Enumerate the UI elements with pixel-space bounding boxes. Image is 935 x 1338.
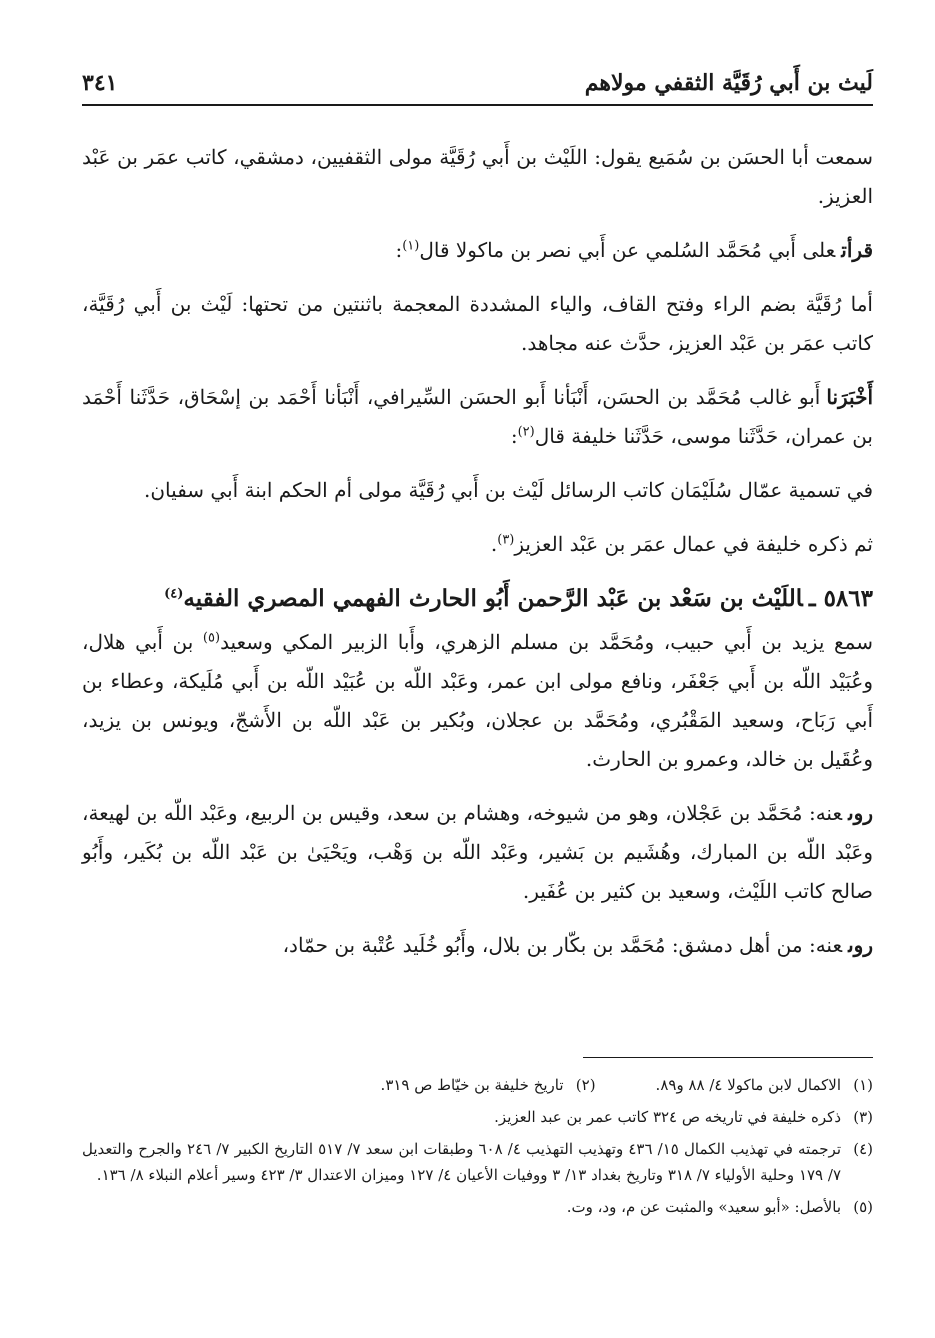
paragraph-6-end: . (490, 532, 498, 556)
footnote-ref-5: (٥) (202, 630, 221, 646)
footnote-5-mark: (٥) (853, 1198, 873, 1216)
paragraph-4 (82, 378, 873, 456)
paragraph-7-a: سمع يزيد بن أَبي حبيب، ومُحَمَّد بن مسلم الزهري، وأَبا الزبير المكي وسعيد (220, 630, 873, 654)
footnote-divider (583, 1057, 873, 1058)
footnote-2-mark: (٢) (575, 1076, 596, 1094)
paragraph-4-end: : (510, 424, 518, 448)
paragraph-4-lead: أَخْبَرَنا (826, 385, 873, 409)
footnote-3 (82, 1104, 873, 1130)
paragraph-9-text: عنه: من أهل دمشق: مُحَمَّد بن بكّار بن بلال، وأَبُو خُلَيد عُتْبة بن حمّاد، (282, 933, 843, 957)
running-title: لَيث بن أَبي رُقَيَّة الثقفي مولاهم (584, 70, 873, 96)
footnote-ref-4: (٤) (164, 586, 184, 602)
footnote-1 (656, 1072, 873, 1098)
footnote-row-1-2 (82, 1072, 873, 1098)
entry-number: ٥٨٦٣ ـ (808, 585, 873, 612)
paragraph-8-text: عنه: مُحَمَّد بن عَجْلان، وهو من شيوخه، وهشام بن سعد، وقيس بن الربيع، وعَبْد اللّه بن لهيعة، وعَبْد اللّه بن المبارك، وهُشَيم بن بَشير، وعَبْد اللّه بن وَهْب، ويَحْيَىٰ بن عَبْد اللّه بن بُكَير، وأَبُو صالح كاتب اللَيْث، وسعيد بن كثير بن عُفَير. (82, 801, 873, 903)
footnote-2-text: تاريخ خليفة بن خيّاط ص ٣١٩. (380, 1076, 564, 1094)
paragraph-4-text: أَبو غالب مُحَمَّد بن الحسَن، أَنْبَأنا أَبو الحسَن السِّيرافي، أَنْبَأنا أَحْمَد بن إسْحَاق، حَدَّثَنا أَحْمَد بن عمران، حَدَّثَنا موسى، حَدَّثَنا خليفة قال (82, 385, 873, 448)
entry-title: اللَيْث بن سَعْد بن عَبْد الرَّحمن أَبُو الحارث الفهمي المصري الفقيه (183, 585, 803, 612)
paragraph-2 (82, 231, 873, 270)
paragraph-7 (82, 623, 873, 779)
footnote-ref-1: (١) (402, 238, 420, 254)
footnote-1-text: الاكمال لابن ماكولا ٤/ ٨٨ و٨٩. (655, 1076, 841, 1094)
paragraph-9 (82, 926, 873, 965)
footnote-ref-2: (٢) (517, 424, 535, 440)
footnotes (82, 1072, 873, 1226)
paragraph-2-lead: قرأت (841, 238, 873, 262)
paragraph-2-text: على أَبي مُحَمَّد السُلمي عن أَبي نصر بن ماكولا قال (419, 238, 836, 262)
paragraph-8 (82, 794, 873, 911)
paragraph-5: في تسمية عمّال سُلَيْمَان كاتب الرسائل لَيْث بن أَبي رُقَيَّة مولى أم الحكم ابنة أَبي سفيان. (144, 478, 873, 502)
footnote-4 (82, 1136, 873, 1188)
main-text (82, 138, 873, 980)
paragraph-7-b: بن أَبي هلال، وعُبَيْد اللّه بن أَبي جَعْفَر، ونافع مولى ابن عمر، وعَبْد اللّه بن عُبَيْد اللّه بن أَبي مُلَيكة، وعطاء بن أَبي رَبَاح، وسعيد المَقْبُري، ومُحَمَّد بن عجلان، وبُكير بن عَبْد اللّه بن الأَشجّ، ويونس بن يزيد، وعُقَيل بن خالد، وعمرو بن الحارث. (82, 630, 874, 771)
footnote-3-mark: (٣) (853, 1108, 873, 1126)
footnote-1-mark: (١) (853, 1076, 873, 1094)
footnote-4-mark: (٤) (853, 1140, 873, 1158)
entry-heading (82, 579, 873, 619)
footnote-2 (381, 1072, 596, 1098)
paragraph-2-end: : (395, 238, 403, 262)
footnote-4-text: ترجمته في تهذيب الكمال ١٥/ ٤٣٦ وتهذيب التهذيب ٤/ ٦٠٨ وطبقات ابن سعد ٧/ ٥١٧ التاريخ الكبير ٧/ ٢٤٦ والجرح والتعديل ٧/ ١٧٩ وحلية الأولياء ٧/ ٣١٨ وتاريخ بغداد ١٣/ ٣ ووفيات الأعيان ٤/ ١٢٧ وميزان الاعتدال ٣/ ٤٢٣ وسير أعلام النبلاء ٨/ ١٣٦. (82, 1140, 842, 1184)
page-header (82, 62, 873, 106)
footnote-3-text: ذكره خليفة في تاريخه ص ٣٢٤ كاتب عمر بن عبد العزيز. (494, 1108, 841, 1126)
paragraph-8-lead: روى (848, 801, 873, 825)
paragraph-6 (82, 525, 873, 564)
paragraph-9-lead: روى (848, 933, 873, 957)
paragraph-6-text: ثم ذكره خليفة في عمال عمَر بن عَبْد العزيز (514, 532, 873, 556)
footnote-5 (82, 1194, 873, 1220)
page-number: ٣٤١ (82, 70, 118, 96)
footnote-ref-3: (٣) (497, 532, 515, 548)
paragraph-3: أما رُقَيَّة بضم الراء وفتح القاف، والياء المشددة المعجمة باثنتين من تحتها: لَيْث بن أَبي رُقَيَّة، كاتب عمَر بن عَبْد العزيز، حدَّث عنه مجاهد. (82, 292, 873, 355)
paragraph-1: سمعت أبا الحسَن بن سُمَيع يقول: اللَيْث بن أَبي رُقَيَّة مولى الثقفيين، دمشقي، كاتب عمَر بن عَبْد العزيز. (82, 145, 873, 208)
footnote-5-text: بالأصل: «أبو سعيد» والمثبت عن م، ود، وت. (566, 1198, 841, 1216)
